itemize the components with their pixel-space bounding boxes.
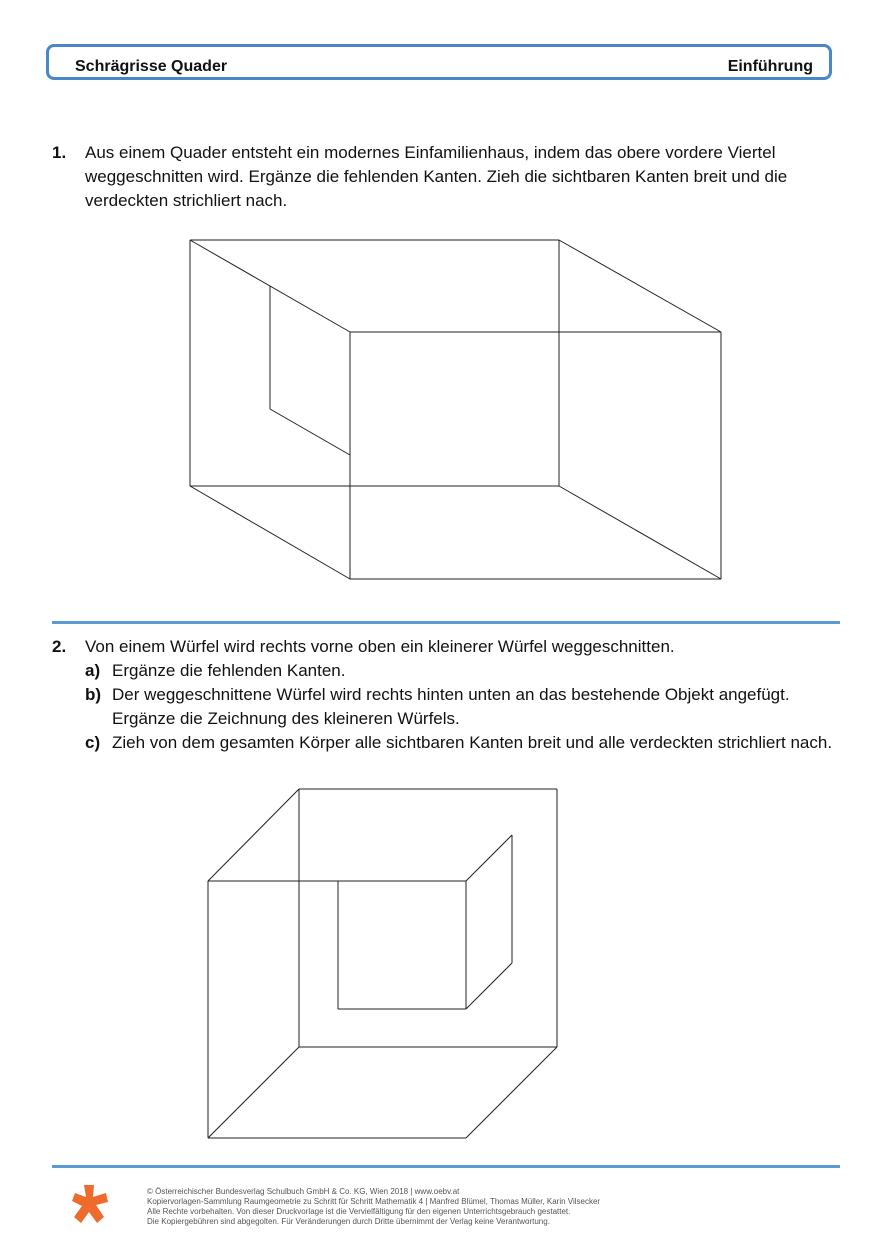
task-2-number: 2. [52,637,67,656]
fig2-edge [208,1047,299,1138]
footer-line: Die Kopiergebühren sind abgegolten. Für Veränderungen durch Dritte übernimmt der Verlag keine Verantwortung. [147,1217,550,1226]
fig2-edge [466,835,512,881]
worksheet-title: Schrägrisse Quader [75,58,228,75]
fig2-edge [466,1047,557,1138]
item-label: b) [85,685,102,704]
footer-copyright [147,1187,837,1227]
task-2-intro: Von einem Würfel wird rechts vorne oben ein kleinerer Würfel weggeschnitten. [85,637,675,656]
item-label: a) [85,661,101,680]
fig2-edge [466,963,512,1009]
divider-2 [52,1165,840,1168]
fig2-edge [208,789,299,881]
section-label: Einführung [727,58,813,75]
item-text: Zieh von dem gesamten Körper alle sichtbaren Kanten breit und alle verdeckten strichliert nach. [112,733,833,752]
item-text: Der weggeschnittene Würfel wird rechts hinten unten an das bestehende Objekt angefügt. Ergänze die Zeichnung des kleineren Würfels. [112,685,790,728]
item-label: c) [85,733,101,752]
task-1-text: Aus einem Quader entsteht ein modernes Einfamilienhaus, indem das obere vordere Viertel weggeschnitten wird. Ergänze die fehlenden Kanten. Zieh die sichtbaren Kanten breit und die verdeckten strichliert nach. [85,143,788,210]
oebv-logo-icon [70,1183,110,1225]
footer-line: © Österreichischer Bundesverlag Schulbuch GmbH & Co. KG, Wien 2018 | www.oebv.at [147,1187,460,1196]
footer-line: Alle Rechte vorbehalten. Von dieser Druckvorlage ist die Vervielfältigung für den eigenen Unterrichtsgebrauch gestattet. [147,1207,571,1216]
task-1-number: 1. [52,143,67,162]
footer-line: Kopiervorlagen-Sammlung Raumgeometrie zu Schritt für Schritt Mathematik 4 | Manfred Blümel, Thomas Müller, Karin Vilsecker [147,1197,601,1206]
item-text: Ergänze die fehlenden Kanten. [112,661,346,680]
